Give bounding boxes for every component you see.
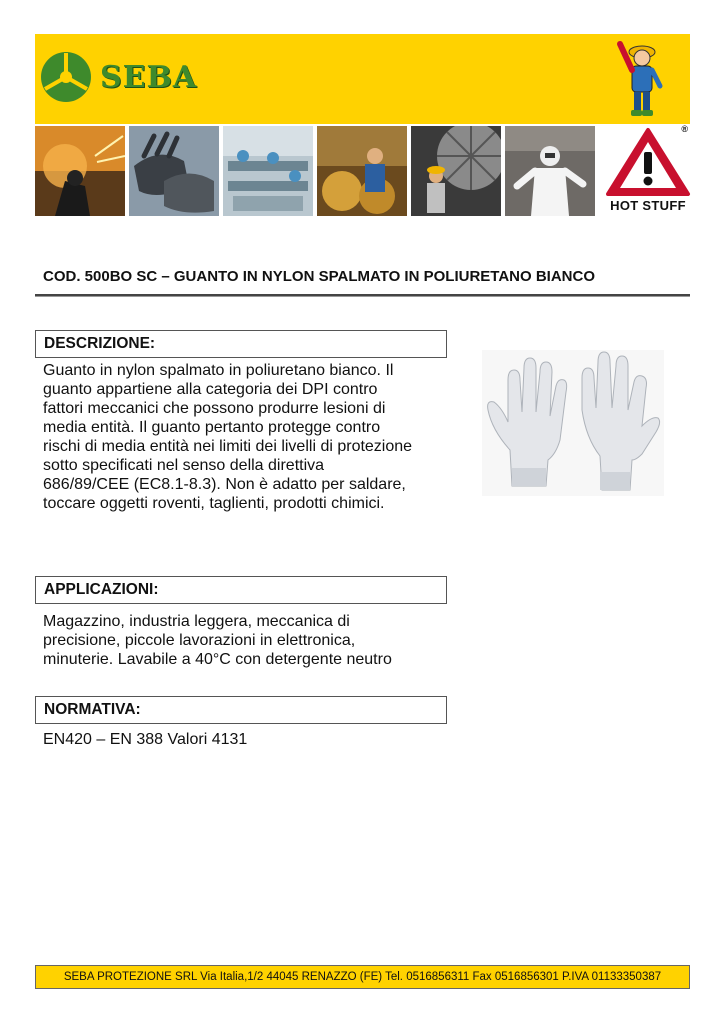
- normativa-heading: NORMATIVA:: [35, 696, 447, 724]
- protective-suit-photo: [505, 126, 595, 216]
- descrizione-text: [43, 361, 443, 513]
- text-line: precisione, piccole lavorazioni in elettronica,: [43, 632, 356, 649]
- applicazioni-text: [43, 612, 443, 669]
- text-line: media entità. Il guanto pertanto protegge contro: [43, 419, 381, 436]
- warning-triangle-icon: [604, 126, 692, 198]
- text-line: Magazzino, industria leggera, meccanica di: [43, 613, 350, 630]
- factory-line-photo: [223, 126, 313, 216]
- turbine-worker-photo: [411, 126, 501, 216]
- hot-stuff-label: HOT STUFF: [610, 198, 686, 213]
- welder-sparks-photo: [35, 126, 125, 216]
- seba-logo: [40, 51, 197, 103]
- descrizione-heading: DESCRIZIONE:: [35, 330, 447, 358]
- text-line: rischi di media entità nei limiti dei livelli di protezione: [43, 438, 413, 455]
- normativa-text: [43, 730, 443, 749]
- seba-green-circle-logo-icon: [40, 51, 92, 103]
- company-footer: SEBA PROTEZIONE SRL Via Italia,1/2 44045 RENAZZO (FE) Tel. 0516856311 Fax 0516856301 P.IVA 01133350387: [35, 965, 690, 989]
- product-title: COD. 500BO SC – GUANTO IN NYLON SPALMATO IN POLIURETANO BIANCO: [43, 268, 595, 285]
- assembly-worker-photo: [317, 126, 407, 216]
- text-line: minuterie. Lavabile a 40°C con detergente neutro: [43, 651, 392, 668]
- text-line: toccare oggetti roventi, taglienti, prodotti chimici.: [43, 495, 385, 512]
- text-line: Guanto in nylon spalmato in poliuretano bianco. Il: [43, 362, 394, 379]
- text-line: 686/89/CEE (EC8.1-8.3). Non è adatto per saldare,: [43, 476, 406, 493]
- brand-name: SEBA: [100, 59, 198, 95]
- gloved-hands-photo: [129, 126, 219, 216]
- applicazioni-heading: APPLICAZIONI:: [35, 576, 447, 604]
- text-line: EN420 – EN 388 Valori 4131: [43, 731, 248, 748]
- hot-stuff-warning: [604, 126, 692, 216]
- glove-product-image: [482, 350, 664, 496]
- construction-worker-mascot-icon: [612, 36, 672, 120]
- title-divider: [35, 294, 690, 297]
- text-line: guanto appartiene alla categoria dei DPI contro: [43, 381, 378, 398]
- registered-mark: ®: [681, 124, 688, 134]
- text-line: fattori meccanici che possono produrre lesioni di: [43, 400, 386, 417]
- text-line: sotto specificati nel senso della direttiva: [43, 457, 325, 474]
